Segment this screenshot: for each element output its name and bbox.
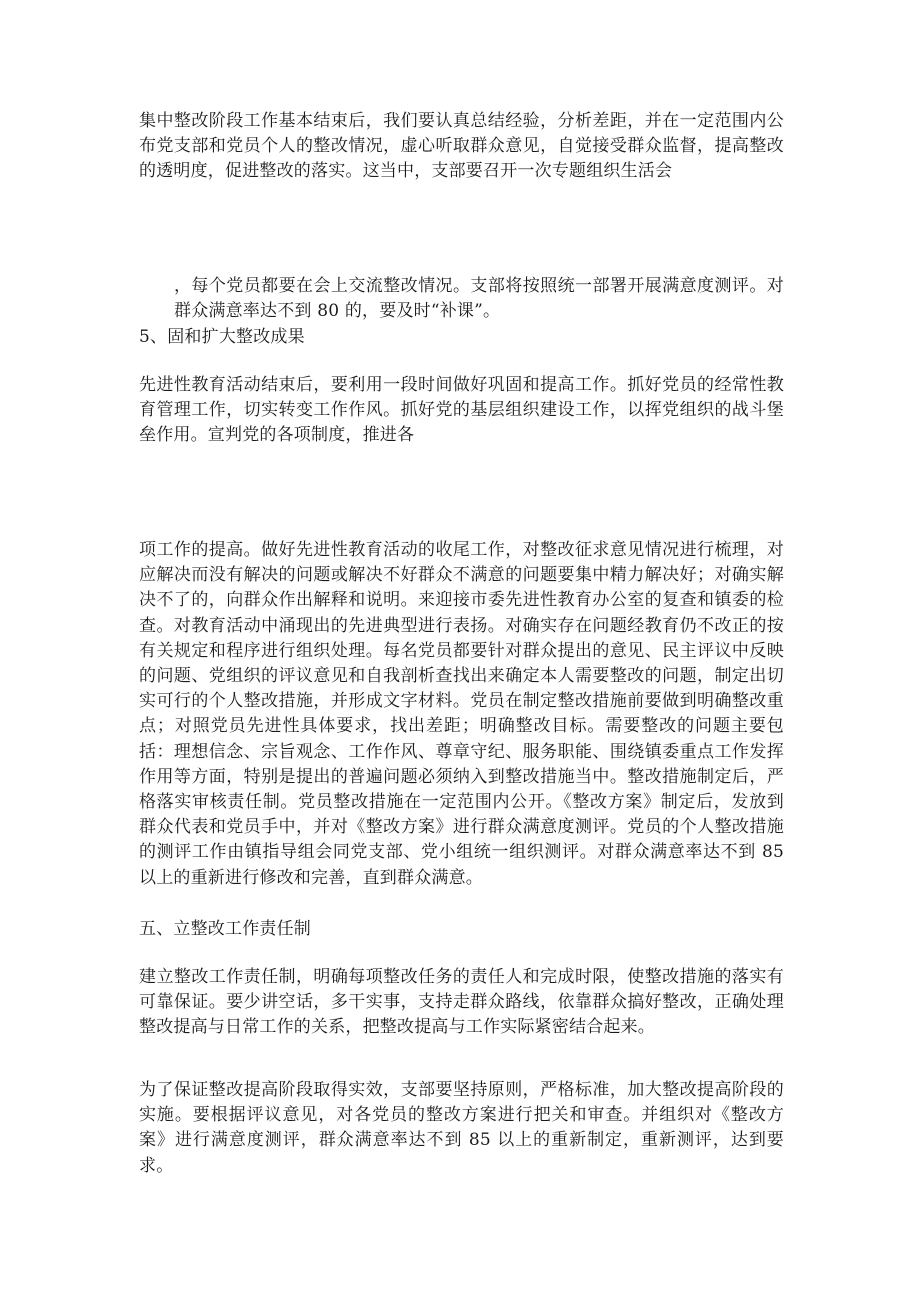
paragraph-6: 为了保证整改提高阶段取得实效，支部要坚持原则，严格标准，加大整改提高阶段的实施。要根据评议意见，对各党员的整改方案进行把关和审查。并组织对《整改方案》进行满意度测评，群众满意率达不到 85 以上的重新制定，重新测评，达到要求。: [139, 1080, 784, 1176]
section-heading-5: 5、固和扩大整改成果: [139, 327, 305, 347]
section-heading-five: 五、立整改工作责任制: [139, 919, 311, 939]
paragraph-1: 集中整改阶段工作基本结束后，我们要认真总结经验，分析差距，并在一定范围内公布党支部和党员个人的整改情况，虚心听取群众意见，自觉接受群众监督，提高整改的透明度，促进整改的落实。这当中，支部要召开一次专题组织生活会: [139, 111, 784, 182]
paragraph-3: 先进性教育活动结束后，要利用一段时间做好巩固和提高工作。抓好党员的经常性教育管理工作，切实转变工作作风。抓好党的基层组织建设工作，以挥党组织的战斗堡垒作用。宣判党的各项制度，推进各: [139, 375, 784, 446]
paragraph-5: 建立整改工作责任制，明确每项整改任务的责任人和完成时限，使整改措施的落实有可靠保证。要少讲空话，多干实事，支持走群众路线，依靠群众搞好整改，正确处理整改提高与日常工作的关系，把整改提高与工作实际紧密结合起来。: [139, 967, 784, 1038]
paragraph-2: ，每个党员都要在会上交流整改情况。支部将按照统一部署开展满意度测评。对群众满意率达不到 80 的，要及时“补课”。: [174, 276, 784, 322]
paragraph-4: 项工作的提高。做好先进性教育活动的收尾工作，对整改征求意见情况进行梳理，对应解决而没有解决的问题或解决不好群众不满意的问题要集中精力解决好；对确实解决不了的，向群众作出解释和说明。来迎接市委先进性教育办公室的复查和镇委的检查。对教育活动中涌现出的先进典型进行表扬。对确实存在问题经教育仍不改正的按有关规定和程序进行组织处理。每名党员都要针对群众提出的意见、民主评议中反映的问题、党组织的评议意见和自我剖析查找出来确定本人需要整改的问题，制定出切实可行的个人整改措施，并形成文字材料。党员在制定整改措施前要做到明确整改重点；对照党员先进性具体要求，找出差距；明确整改目标。需要整改的问题主要包括：理想信念、宗旨观念、工作作风、尊章守纪、服务职能、围绕镇委重点工作发挥作用等方面，特别是提出的普遍问题必须纳入到整改措施当中。整改措施制定后，严格落实审核责任制。党员整改措施在一定范围内公开。《整改方案》制定后，发放到群众代表和党员手中，并对《整改方案》进行群众满意度测评。党员的个人整改措施的测评工作由镇指导组会同党支部、党小组统一组织测评。对群众满意率达不到 85 以上的重新进行修改和完善，直到群众满意。: [139, 540, 784, 888]
